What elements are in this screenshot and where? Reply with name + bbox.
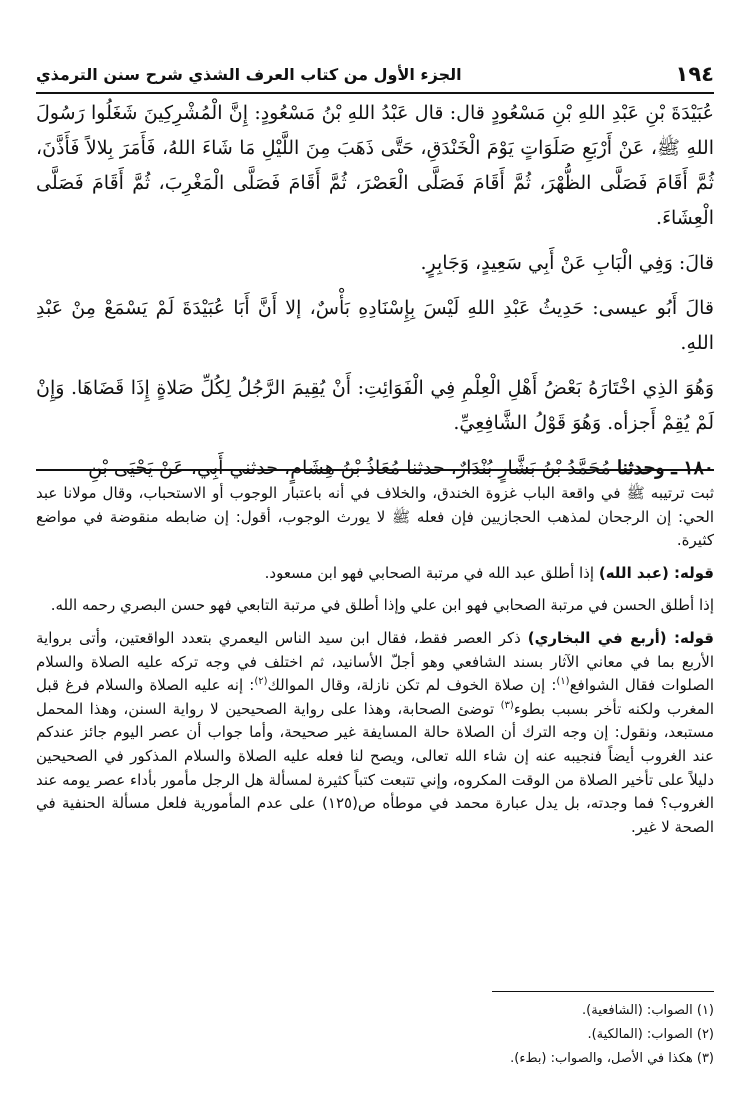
section-divider: [36, 469, 714, 471]
footnotes: [36, 999, 714, 1071]
fiqh-opinion: وَهُوَ الذِي اخْتَارَهُ بَعْضُ أَهْلِ الْعِلْمِ فِي الْفَوَائِتِ: أَنْ يُقِيمَ الرَّجُلُ لِكُلِّ صَلاةٍ إِذَا قَضَاهَا. وَإِنْ لَمْ يُقِمْ أَجزأه. وَهُوَ قَوْلُ الشَّافِعِيِّ.: [36, 377, 714, 434]
footnote-divider: [492, 991, 714, 992]
footnote-3: (٣) هكذا في الأصل، والصواب: (بطء).: [510, 1051, 714, 1066]
quoted-term: قوله: (أربع في البخاري): [527, 628, 714, 647]
commentary: [36, 482, 714, 839]
footnote-1: (١) الصواب: (الشافعية).: [582, 1003, 714, 1018]
tirmidhi-grading: قالَ أَبُو عيسى: حَدِيثُ عَبْدِ اللهِ لَيْسَ بِإِسْنَادِهِ بَأْسٌ، إلا أَنَّ أَبَا عُبَيْدَةَ لَمْ يَسْمَعْ مِنْ عَبْدِ اللهِ.: [36, 297, 714, 354]
commentary-text: : إنه عليه الصلاة والسلام فرغ قبل المغرب ولكنه تأخر بسبب بطوء: [36, 676, 714, 718]
footnote-ref: (١): [556, 676, 570, 688]
hadith-number: ١٨٠ ـ وحدثنا: [616, 457, 714, 479]
page-number: ١٩٤: [675, 62, 714, 86]
commentary-text: إذا أطلق عبد الله في مرتبة الصحابي فهو ابن مسعود.: [264, 563, 595, 582]
commentary-text: توضئ الصحابة، وهذا على رواية الصحيحين لا رواية السنن، وهذا المحمل مستبعد، ونقول: إن وجه الترك أن الصلاة حالة المسايفة غير صحيحة، وأما جواب أن عصر اليوم جائز عندكم عند الغروب أيضاً فنجيبه عنه إن شاء الله تعالى، ويصح لنا فعله عليه الصلاة والسلام المذكور في الصحيحين دليلاً على تأخير الصلاة من الوقت المكروه، وإني تتبعت كتباً كثيرة لمسألة هل الرجل مأمور بأداء عصر يومه عند الغروب؟ فما وجدته، بل يدل عبارة محمد في موطأه ص(١٢٥) على عدم المأمورية فلعل مسألة الحنفية في الصحة لا غير.: [36, 699, 714, 836]
hadith-text: [36, 96, 714, 486]
commentary-paragraph: [36, 562, 714, 586]
page-header: [36, 58, 714, 94]
commentary-paragraph: [36, 627, 714, 839]
running-title: الجزء الأول من كتاب العرف الشذي شرح سنن الترمذي: [36, 64, 462, 84]
footnote-ref: (٣): [500, 699, 514, 711]
commentary-paragraph: ثبت ترتيبه ﷺ في واقعة الباب غزوة الخندق، والخلاف في أنه باعتبار الوجوب أو الاستحباب، وقال مولانا عبد الحي: إن الرجحان لمذهب الحجازيين فإن فعله ﷺ لا يورث الوجوب، أقول: إن ضابطه منقوضة في مواضع كثيرة.: [36, 484, 714, 550]
hadith-chain: مُحَمَّدُ بْنُ بَشَّارٍ بُنْدَارٌ، حدثنا مُعَاذُ بْنُ هِشَامٍ، حدثني أَبِي، عَنْ يَحْيَى بْنِ: [88, 457, 611, 479]
footnote-2: (٢) الصواب: (المالكية).: [587, 1027, 714, 1042]
commentary-text: ذكر العصر فقط، فقال ابن سيد الناس اليعمري بتعدد الواقعتين، وأتى برواية الأربع بما في معاني الآثار بسند الشافعي وهو أجلّ الأسانيد، ثم اختلف في وجه تركه عليه الصلاة والسلام الصلوات فقال الشوافع: [36, 628, 714, 695]
commentary-text: : إن صلاة الخوف لم تكن نازلة، وقال الموالك: [267, 676, 557, 695]
commentary-paragraph: إذا أطلق الحسن في مرتبة الصحابي فهو ابن علي وإذا أطلق في مرتبة التابعي فهو حسن البصري رحمه الله.: [50, 596, 714, 615]
tirmidhi-note-bab: قالَ: وَفِي الْبَابِ عَنْ أَبِي سَعِيدٍ، وَجَابِرٍ.: [420, 252, 714, 274]
hadith-paragraph: عُبَيْدَةَ بْنِ عَبْدِ اللهِ بْنِ مَسْعُودٍ قال: قال عَبْدُ اللهِ بْنُ مَسْعُودٍ: إِنَّ الْمُشْرِكِينَ شَغَلُوا رَسُولَ اللهِ ﷺ، عَنْ أَرْبَعِ صَلَوَاتٍ يَوْمَ الْخَنْدَقِ، حَتَّى ذَهَبَ مِنَ اللَّيْلِ مَا شَاءَ اللهُ، فَأَمَرَ بِلالاً فَأَذَّنَ، ثُمَّ أَقَامَ فَصَلَّى الظُّهْرَ، ثُمَّ أَقَامَ فَصَلَّى الْعَصْرَ، ثُمَّ أَقَامَ فَصَلَّى الْمَغْرِبَ، ثُمَّ أَقَامَ فَصَلَّى الْعِشَاءَ.: [36, 102, 714, 229]
quoted-term: قوله: (عبد الله): [598, 563, 714, 582]
footnote-ref: (٢): [254, 676, 268, 688]
